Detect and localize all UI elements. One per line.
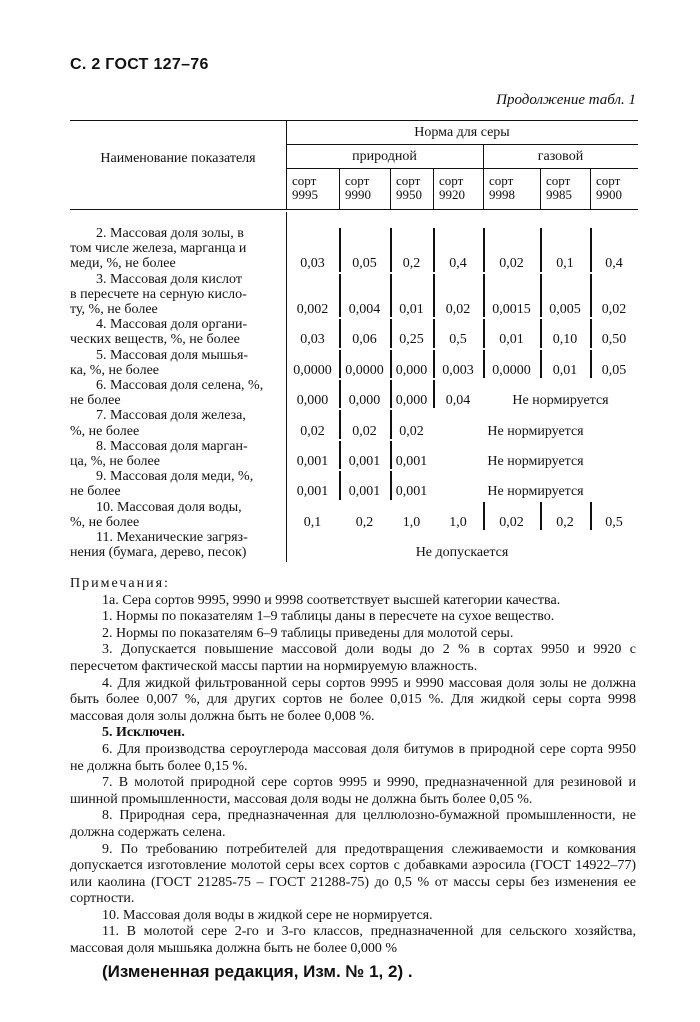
table-cell-value: 0,005 xyxy=(549,302,581,317)
notes-title: Примечания: xyxy=(70,576,170,591)
note-item: 2. Нормы по показателям 6–9 таблицы приведены для молотой серы. xyxy=(102,625,514,641)
grade-number: 9998 xyxy=(489,187,515,202)
note-item: 3. Допускается повышение массовой доли воды до 2 % в сортах 9950 и 9920 с пересчетом фактической массы партии на нормируемую влажность. xyxy=(70,642,636,674)
table-span-value: Не нормируется xyxy=(487,423,584,439)
amendment-note: (Измененная редакция, Изм. № 1, 2) . xyxy=(102,961,413,981)
group-natural-header: природной xyxy=(352,149,417,164)
table-row-name xyxy=(70,500,278,530)
table-row-name xyxy=(70,272,278,318)
grade-number: 9920 xyxy=(439,187,465,202)
note-item: 10. Массовая доля воды в жидкой сере не нормируется. xyxy=(102,907,433,923)
table-cell-value: 0,0015 xyxy=(492,302,531,317)
grade-word: сорт xyxy=(546,173,571,188)
row-name-line: меди, %, не более xyxy=(70,256,176,272)
row-name-line: не более xyxy=(70,484,121,500)
row-name-line: 3. Массовая доля кислот xyxy=(96,271,242,287)
table-cell-value: 0,003 xyxy=(442,362,474,378)
note-item: 7. В молотой природной сере сортов 9995 и 9990, предназначенной для резиновой и шинной промышленности, массовая доля воды не должна быть более 0,05 %. xyxy=(70,775,636,807)
row-name-line: 4. Массовая доля органи- xyxy=(96,317,248,333)
table-cell-value: 0,000 xyxy=(296,393,329,409)
table-cell-value: 0,000 xyxy=(395,362,428,378)
row-name-line: ту, %, не более xyxy=(70,302,158,317)
table-cell-value: 0,02 xyxy=(300,423,325,439)
row-name-line: 5. Массовая доля мышья- xyxy=(96,347,249,363)
table-cell-value: 0,001 xyxy=(395,484,428,500)
table-cell-value: 0,50 xyxy=(601,332,627,348)
table-row-name xyxy=(70,439,278,469)
row-name-line: %, не более xyxy=(70,514,140,530)
grade-word: сорт xyxy=(596,173,621,188)
row-name-line: 8. Массовая доля марган- xyxy=(96,438,248,454)
table-cell-value: 0,0000 xyxy=(293,362,332,378)
note-item: 11. В молотой сере 2-го и 3-го классов, предназначенной для сельского хозяйства, массовая доля мышьяка должна быть не более 0,000 % xyxy=(70,924,636,957)
table-row-name xyxy=(70,408,278,438)
table-cell-value: 0,2 xyxy=(556,514,574,530)
table-cell-value: 0,001 xyxy=(296,454,329,469)
grade-number: 9985 xyxy=(546,187,572,202)
row-name-line: в пересчете на серную кисло- xyxy=(70,286,247,302)
table-cell-value: 0,06 xyxy=(352,332,377,348)
row-name-line: 6. Массовая доля селена, %, xyxy=(96,378,264,393)
table-cell-value: 0,000 xyxy=(395,393,428,409)
table-span-value: Не допускается xyxy=(415,545,509,561)
header-divider-grade xyxy=(390,168,391,209)
table-cell-value: 0,001 xyxy=(348,484,381,500)
table-caption: Продолжение табл. 1 xyxy=(496,92,636,108)
grade-word: сорт xyxy=(345,173,370,188)
table-cell-value: 0,0000 xyxy=(345,362,384,378)
row-name-line: 2. Массовая доля золы, в xyxy=(96,226,244,241)
grade-number: 9990 xyxy=(345,187,371,202)
note-item: 9. По требованию потребителей для предотвращения слеживаемости и комкования допускается изготовление молотой серы всех сортов с добавками аэросила (ГОСТ 14922–77) или каолина (ГОСТ 21285-75 – ГОСТ 21288-75) до 0,5 % от массы серы без изменения ее сортности. xyxy=(70,841,636,907)
grade-header xyxy=(596,174,622,202)
table-cell-value: 0,001 xyxy=(395,454,428,469)
table-cell-value: 0,02 xyxy=(445,302,471,317)
row-name-line: том числе железа, марганца и xyxy=(70,241,247,257)
table-cell-value: 0,01 xyxy=(499,332,524,348)
row-name-line: ка, %, не более xyxy=(70,362,160,378)
row-name-line: ца, %, не более xyxy=(70,454,160,469)
grade-word: сорт xyxy=(292,173,317,188)
row-name-line: 7. Массовая доля железа, xyxy=(96,408,246,424)
table-cell-value: 0,04 xyxy=(445,393,471,409)
row-name-line: 10. Массовая доля воды, xyxy=(96,499,242,515)
header-divider-grade xyxy=(339,168,340,209)
table-cell-value: 0,2 xyxy=(402,256,421,272)
table-cell-value: 0,03 xyxy=(300,332,325,348)
table-cell-value: 0,1 xyxy=(556,256,574,272)
note-item: 1. Нормы по показателям 1–9 таблицы даны в пересчете на сухое вещество. xyxy=(102,609,555,625)
row-name-line: %, не более xyxy=(70,423,140,439)
notes-list xyxy=(70,593,636,958)
table-cell-value: 0,05 xyxy=(601,362,627,378)
table-cell-value: 0,25 xyxy=(399,332,424,348)
note-item: 8. Природная сера, предназначенная для целлюлозно-бумажной промышленности, не должна содержать селена. xyxy=(70,808,636,840)
table-cell-value: 0,002 xyxy=(296,302,329,317)
note-item: 4. Для жидкой фильтрованной серы сортов 9995 и 9990 массовая доля золы не должна быть более 0,007 %, для других сортов не более 0,015 %. Для жидкой серы сорта 9998 массовая доля золы должна быть не более 0,008 %. xyxy=(70,675,636,724)
table-cell-value: 0,1 xyxy=(303,514,322,530)
header-divider-grade xyxy=(433,168,434,209)
table-row-name xyxy=(70,317,278,347)
grade-word: сорт xyxy=(396,173,421,188)
table-cell-value: 0,03 xyxy=(300,256,325,272)
table-cell-value: 0,4 xyxy=(449,256,467,272)
table-row-name xyxy=(70,226,278,272)
table-cell-value: 0,001 xyxy=(348,454,381,469)
table-top-rule xyxy=(70,120,638,121)
page-header: С. 2 ГОСТ 127–76 xyxy=(70,56,209,73)
table-row-name xyxy=(70,530,278,560)
table-cell-value: 0,02 xyxy=(499,256,524,272)
table-cell-value: 0,2 xyxy=(355,514,374,530)
table-span-value: Не нормируется xyxy=(487,454,584,469)
note-item: 5. Исключен. xyxy=(102,725,185,741)
norm-header: Норма для серы xyxy=(414,125,510,140)
grade-number: 9950 xyxy=(396,187,422,202)
grade-header xyxy=(546,174,572,202)
table-cell-value: 0,5 xyxy=(605,514,623,530)
grade-number: 9995 xyxy=(292,187,318,202)
name-column-header: Наименование показателя xyxy=(100,151,256,166)
row-name-line: нения (бумага, дерево, песок) xyxy=(70,545,247,561)
table-cell-value: 0,000 xyxy=(348,393,381,409)
group-gas-header: газовой xyxy=(537,149,584,164)
row-name-line: 9. Массовая доля меди, %, xyxy=(96,469,254,485)
grade-header xyxy=(439,174,465,202)
table-cell-value: 0,02 xyxy=(352,423,377,439)
row-name-line: ческих веществ, %, не более xyxy=(70,332,240,348)
table-cell-value: 0,02 xyxy=(499,514,524,530)
norm-header-rule xyxy=(286,144,638,145)
table-row-name xyxy=(70,378,278,408)
grade-number: 9900 xyxy=(596,187,622,202)
table-span-value: Не нормируется xyxy=(512,393,609,409)
note-item: 6. Для производства сероуглерода массовая доля битумов в природной сере сорта 9950 не должна быть более 0,15 %. xyxy=(70,741,636,774)
grade-header xyxy=(292,174,318,202)
notes-section xyxy=(70,576,636,980)
header-divider-grade xyxy=(590,168,591,209)
table-row-name xyxy=(70,469,278,499)
table-cell-value: 0,001 xyxy=(296,484,329,500)
table-cell-value: 0,01 xyxy=(399,302,424,317)
grade-word: сорт xyxy=(439,173,464,188)
table-cell-value: 0,02 xyxy=(399,423,424,439)
grade-header xyxy=(345,174,371,202)
table-cell-value: 0,0000 xyxy=(492,362,531,378)
header-bottom-rule xyxy=(70,209,638,210)
note-item: 1а. Сера сортов 9995, 9990 и 9998 соответствует высшей категории качества. xyxy=(102,592,561,608)
table-cell-value: 0,5 xyxy=(449,332,467,348)
table-cell-value: 0,004 xyxy=(348,302,381,317)
grade-word: сорт xyxy=(489,173,514,188)
grade-header xyxy=(396,174,422,202)
header-divider-grade xyxy=(540,168,541,209)
table-cell-value: 0,02 xyxy=(601,302,627,317)
table-cell-value: 0,4 xyxy=(605,256,623,272)
grade-header xyxy=(489,174,515,202)
table-cell-value: 1,0 xyxy=(449,514,467,530)
table-cell-value: 0,10 xyxy=(552,332,578,348)
table-span-value: Не нормируется xyxy=(487,484,584,500)
table-cell-value: 0,05 xyxy=(352,256,377,272)
table-cell-value: 0,01 xyxy=(552,362,578,378)
table-cell-value: 1,0 xyxy=(402,514,421,530)
row-name-line: 11. Механические загряз- xyxy=(96,530,248,545)
table-row-name xyxy=(70,348,278,378)
row-name-line: не более xyxy=(70,393,121,409)
